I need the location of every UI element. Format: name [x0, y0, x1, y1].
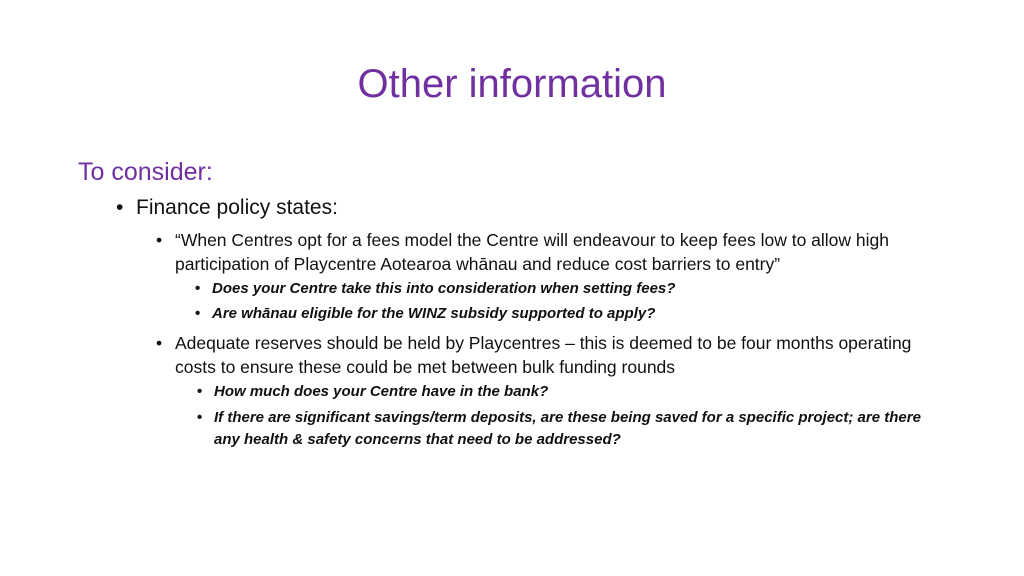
- bullet-icon: •: [195, 305, 201, 322]
- question-winz-subsidy: [195, 303, 935, 325]
- question-text: How much does your Centre have in the bank?: [214, 383, 549, 400]
- section-heading: To consider:: [78, 158, 213, 186]
- bullet-text: “When Centres opt for a fees model the Centre will endeavour to keep fees low to allow high participation of Playcentre Aotearoa whānau and reduce cost barriers to entry”: [175, 230, 889, 274]
- bullet-icon: •: [156, 333, 163, 353]
- bullet-icon: •: [195, 280, 201, 297]
- bullet-text: Finance policy states:: [136, 196, 338, 219]
- slide-title: Other information: [357, 62, 667, 106]
- question-savings-project: [197, 407, 942, 451]
- question-bank-balance: [197, 381, 937, 403]
- question-fees-consideration: [195, 278, 935, 300]
- bullet-finance-policy: [116, 194, 338, 222]
- bullet-icon: •: [197, 409, 203, 426]
- question-text: Are whānau eligible for the WINZ subsidy supported to apply?: [212, 305, 656, 322]
- bullet-fees-quote: [156, 228, 946, 276]
- bullet-icon: •: [156, 230, 163, 250]
- bullet-icon: •: [197, 383, 203, 400]
- bullet-text: Adequate reserves should be held by Playcentres – this is deemed to be four months operating costs to ensure these could be met between bulk funding rounds: [175, 333, 912, 377]
- bullet-icon: •: [116, 196, 124, 219]
- question-text: If there are significant savings/term deposits, are these being saved for a specific project; are there any health & safety concerns that need to be addressed?: [214, 409, 921, 448]
- question-text: Does your Centre take this into consideration when setting fees?: [212, 280, 676, 297]
- bullet-adequate-reserves: [156, 331, 926, 379]
